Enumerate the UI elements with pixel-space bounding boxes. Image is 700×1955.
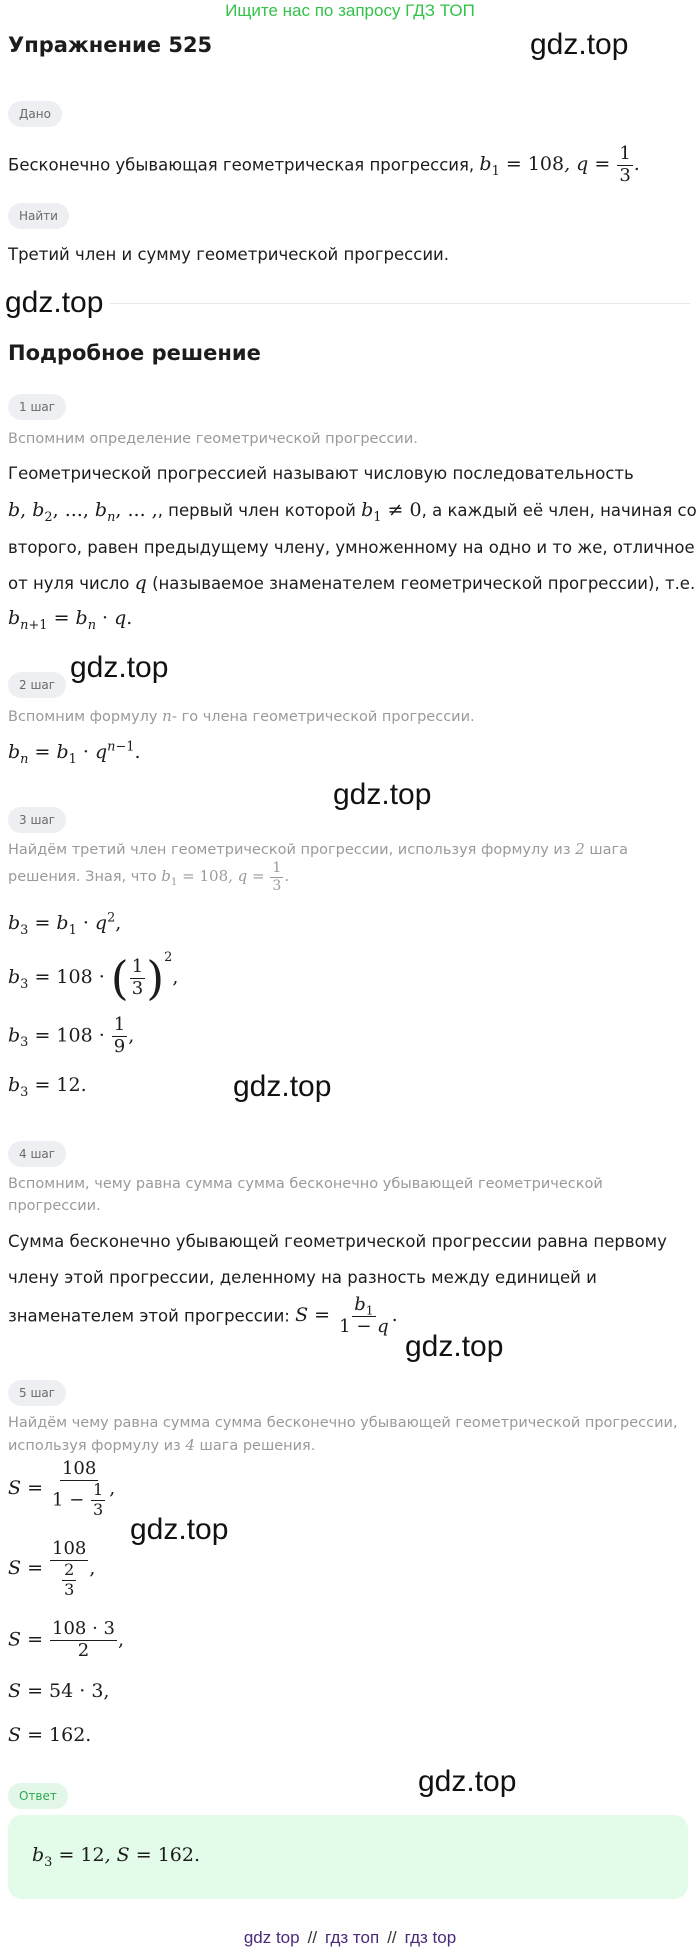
step-5-formula-3: S = $\frac{108 \cdot 3}{2}$ , [8, 1618, 125, 1661]
footer-link[interactable]: гдз топ [325, 1928, 380, 1947]
given-formula: $b_1 = 108$, q = $\frac{1}{3}$ . [479, 143, 640, 186]
step-2-formula: $b_n = b_1 \cdot q^{n-1}$. [8, 739, 141, 767]
step-3-hint: Найдём третий член геометрической прогрессии, используя формулу из 2 шага [8, 840, 629, 858]
watermark: gdz.top [333, 778, 432, 811]
step-2-hint: Вспомним формулу n- го члена геометрической прогрессии. [8, 707, 475, 725]
step-1-formula: $b_{n+1} = b_n \cdot q$. [8, 607, 133, 633]
step-4-line3: знаменателем этой прогрессии: S = $\frac{b_1}{1 - q}$ . [8, 1294, 398, 1337]
step-5-formula-1: S = 108 1 − $\frac{1}{3}$ , [8, 1458, 116, 1519]
step-1-badge: 1 шаг [8, 394, 66, 420]
step-3-formula-1: $b_3 = b_1 \cdot q^2$, [8, 910, 122, 938]
footer-link[interactable]: гдз top [404, 1928, 457, 1947]
step-2-badge: 2 шаг [8, 672, 66, 698]
step-5-formula-2: S = $\frac{108}{\frac{2}{3}}$ , [8, 1538, 96, 1599]
footer-link[interactable]: gdz top [243, 1928, 300, 1947]
watermark: gdz.top [405, 1330, 504, 1363]
step-5-result: S = 162. [8, 1724, 92, 1746]
step-3-result: $b_3 = 12$. [8, 1074, 87, 1100]
step-1-line2: b, $b_2$, ..., $b_n$, ... ,, первый член которой $b_1 \ne 0$, а каждый её член, начиная со [8, 499, 697, 525]
step-4-hint: Вспомним, чему равна сумма сумма бесконечно убывающей геометрической [8, 1176, 603, 1192]
footer-separator: // [387, 1928, 397, 1947]
page-title: Упражнение 525 [8, 33, 213, 57]
step-5-badge: 5 шаг [8, 1380, 66, 1406]
step-3-hint-line2: решения. Зная, что $b_1 = 108$, q = $\frac{1}{3}$ . [8, 860, 290, 894]
step-4-hint-line2: прогрессии. [8, 1198, 101, 1214]
given-text [8, 145, 640, 186]
step-1-hint: Вспомним определение геометрической прогрессии. [8, 431, 418, 447]
step-5-formula-4: S = 54 · 3, [8, 1680, 110, 1702]
given-badge: Дано [8, 101, 62, 127]
step-3-badge: 3 шаг [8, 807, 66, 833]
solution-title: Подробное решение [8, 341, 261, 365]
step-4-line2: члену этой прогрессии, деленному на разность между единицей и [8, 1268, 597, 1287]
step-1-line1: Геометрической прогрессией называют числовую последовательность [8, 464, 634, 483]
step-3-formula-2: $b_3 = 108$ · ( $\frac{1}{3}$ )$^2$, [8, 950, 179, 1005]
step-5-hint-line2: используя формулу из 4 шага решения. [8, 1436, 316, 1454]
find-badge: Найти [8, 203, 69, 229]
watermark: gdz.top [530, 28, 629, 61]
step-3-formula-3: $b_3 = 108$ · $\frac{1}{9}$ , [8, 1014, 135, 1057]
footer-separator: // [307, 1928, 318, 1947]
footer-links [0, 1928, 700, 1948]
divider [110, 303, 690, 304]
answer-text: $b_3 = 12$, S = 162. [32, 1844, 201, 1870]
answer-badge: Ответ [8, 1783, 68, 1809]
step-1-line3: второго, равен предыдущему члену, умноженному на одно и то же, отличное [8, 538, 695, 557]
step-4-badge: 4 шаг [8, 1141, 66, 1167]
step-5-hint: Найдём чему равна сумма сумма бесконечно убывающей геометрической прогрессии, [8, 1415, 678, 1431]
step-1-line4: от нуля число q (называемое знаменателем геометрической прогрессии), т.е. [8, 572, 696, 594]
find-text: Третий член и сумму геометрической прогрессии. [8, 245, 450, 264]
step-4-line1: Сумма бесконечно убывающей геометрической прогрессии равна первому [8, 1232, 667, 1251]
search-banner[interactable]: Ищите нас по запросу ГДЗ ТОП [225, 1, 475, 20]
watermark: gdz.top [418, 1765, 517, 1798]
watermark: gdz.top [70, 651, 169, 684]
given-description: Бесконечно убывающая геометрическая прогрессия, [8, 155, 475, 175]
watermark: gdz.top [130, 1513, 229, 1546]
watermark: gdz.top [233, 1070, 332, 1103]
watermark: gdz.top [5, 286, 104, 319]
